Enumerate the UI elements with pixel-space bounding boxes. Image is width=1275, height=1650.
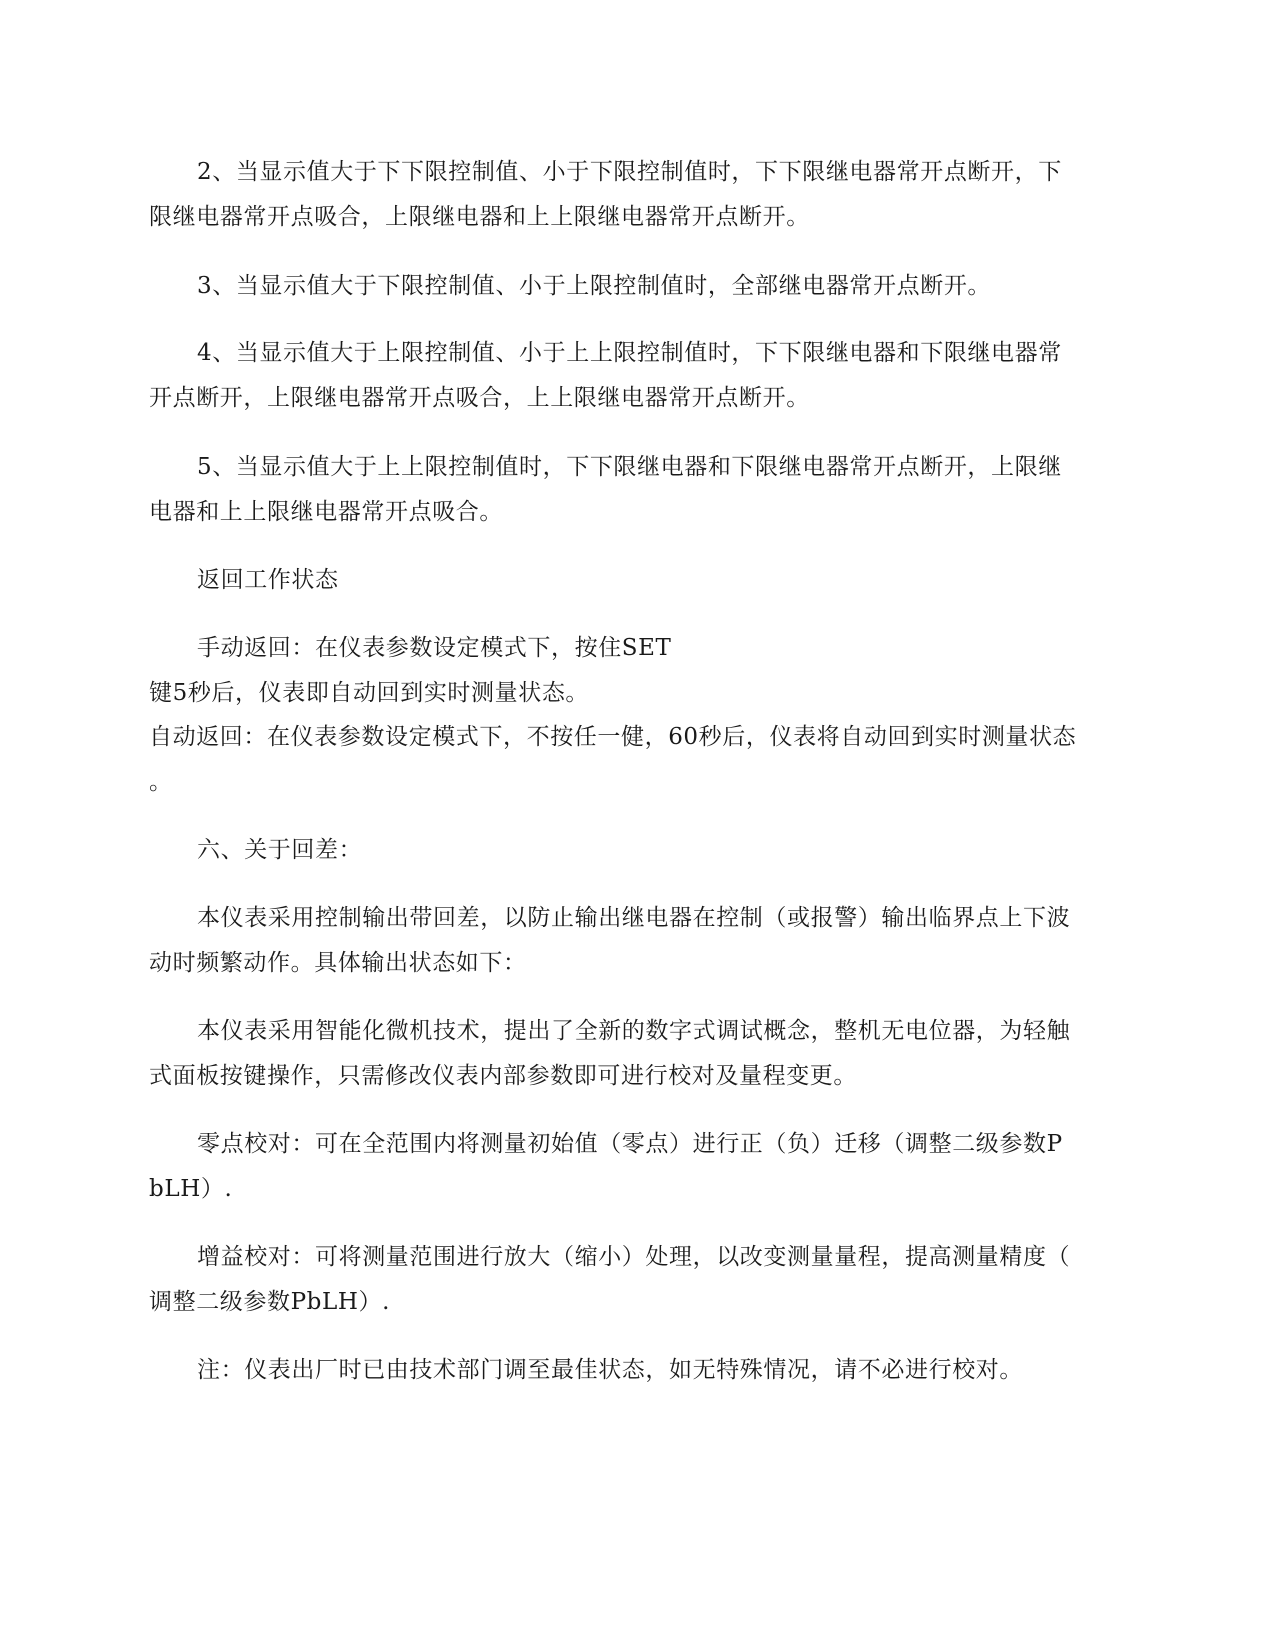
para-return-line-2: 键5秒后，仪表即自动回到实时测量状态。: [149, 680, 590, 706]
para-4-line-2: 开点断开，上限继电器常开点吸合，上上限继电器常开点断开。: [149, 385, 810, 411]
para-3-line-1: 3、当显示值大于下限控制值、小于上限控制值时，全部继电器常开点断开。: [197, 273, 992, 299]
para-return-line-4: 。: [149, 769, 173, 795]
para-5-line-1: 5、当显示值大于上上限控制值时，下下限继电器和下限继电器常开点断开，上限继: [197, 454, 1062, 480]
para-digital-line-1: 本仪表采用智能化微机技术，提出了全新的数字式调试概念，整机无电位器，为轻触: [197, 1018, 1071, 1044]
heading-hysteresis: 六、关于回差：: [197, 837, 363, 863]
para-note-line-1: 注：仪表出厂时已由技术部门调至最佳状态，如无特殊情况，请不必进行校对。: [197, 1357, 1023, 1383]
para-5-line-2: 电器和上上限继电器常开点吸合。: [149, 499, 503, 525]
para-2-line-2: 限继电器常开点吸合，上限继电器和上上限继电器常开点断开。: [149, 204, 810, 230]
para-hysteresis-line-2: 动时频繁动作。具体输出状态如下：: [149, 950, 527, 976]
para-return-line-3: 自动返回：在仪表参数设定模式下，不按任一健，60秒后，仪表将自动回到实时测量状态: [149, 724, 1077, 750]
heading-return: 返回工作状态: [197, 567, 339, 593]
para-gain-line-1: 增益校对：可将测量范围进行放大（缩小）处理，以改变测量量程，提高测量精度（: [197, 1244, 1071, 1270]
para-zero-line-1: 零点校对：可在全范围内将测量初始值（零点）进行正（负）迁移（调整二级参数P: [197, 1131, 1063, 1157]
para-2-line-1: 2、当显示值大于下下限控制值、小于下限控制值时，下下限继电器常开点断开，下: [197, 159, 1062, 185]
para-gain-line-2: 调整二级参数PbLH）.: [149, 1289, 391, 1315]
para-zero-line-2: bLH）.: [149, 1176, 233, 1202]
para-digital-line-2: 式面板按键操作，只需修改仪表内部参数即可进行校对及量程变更。: [149, 1063, 857, 1089]
para-return-line-1: 手动返回：在仪表参数设定模式下，按住SET: [197, 635, 672, 661]
document-page: [149, 0, 1124, 1650]
para-4-line-1: 4、当显示值大于上限控制值、小于上上限控制值时，下下限继电器和下限继电器常: [197, 340, 1062, 366]
para-hysteresis-line-1: 本仪表采用控制输出带回差，以防止输出继电器在控制（或报警）输出临界点上下波: [197, 905, 1071, 931]
